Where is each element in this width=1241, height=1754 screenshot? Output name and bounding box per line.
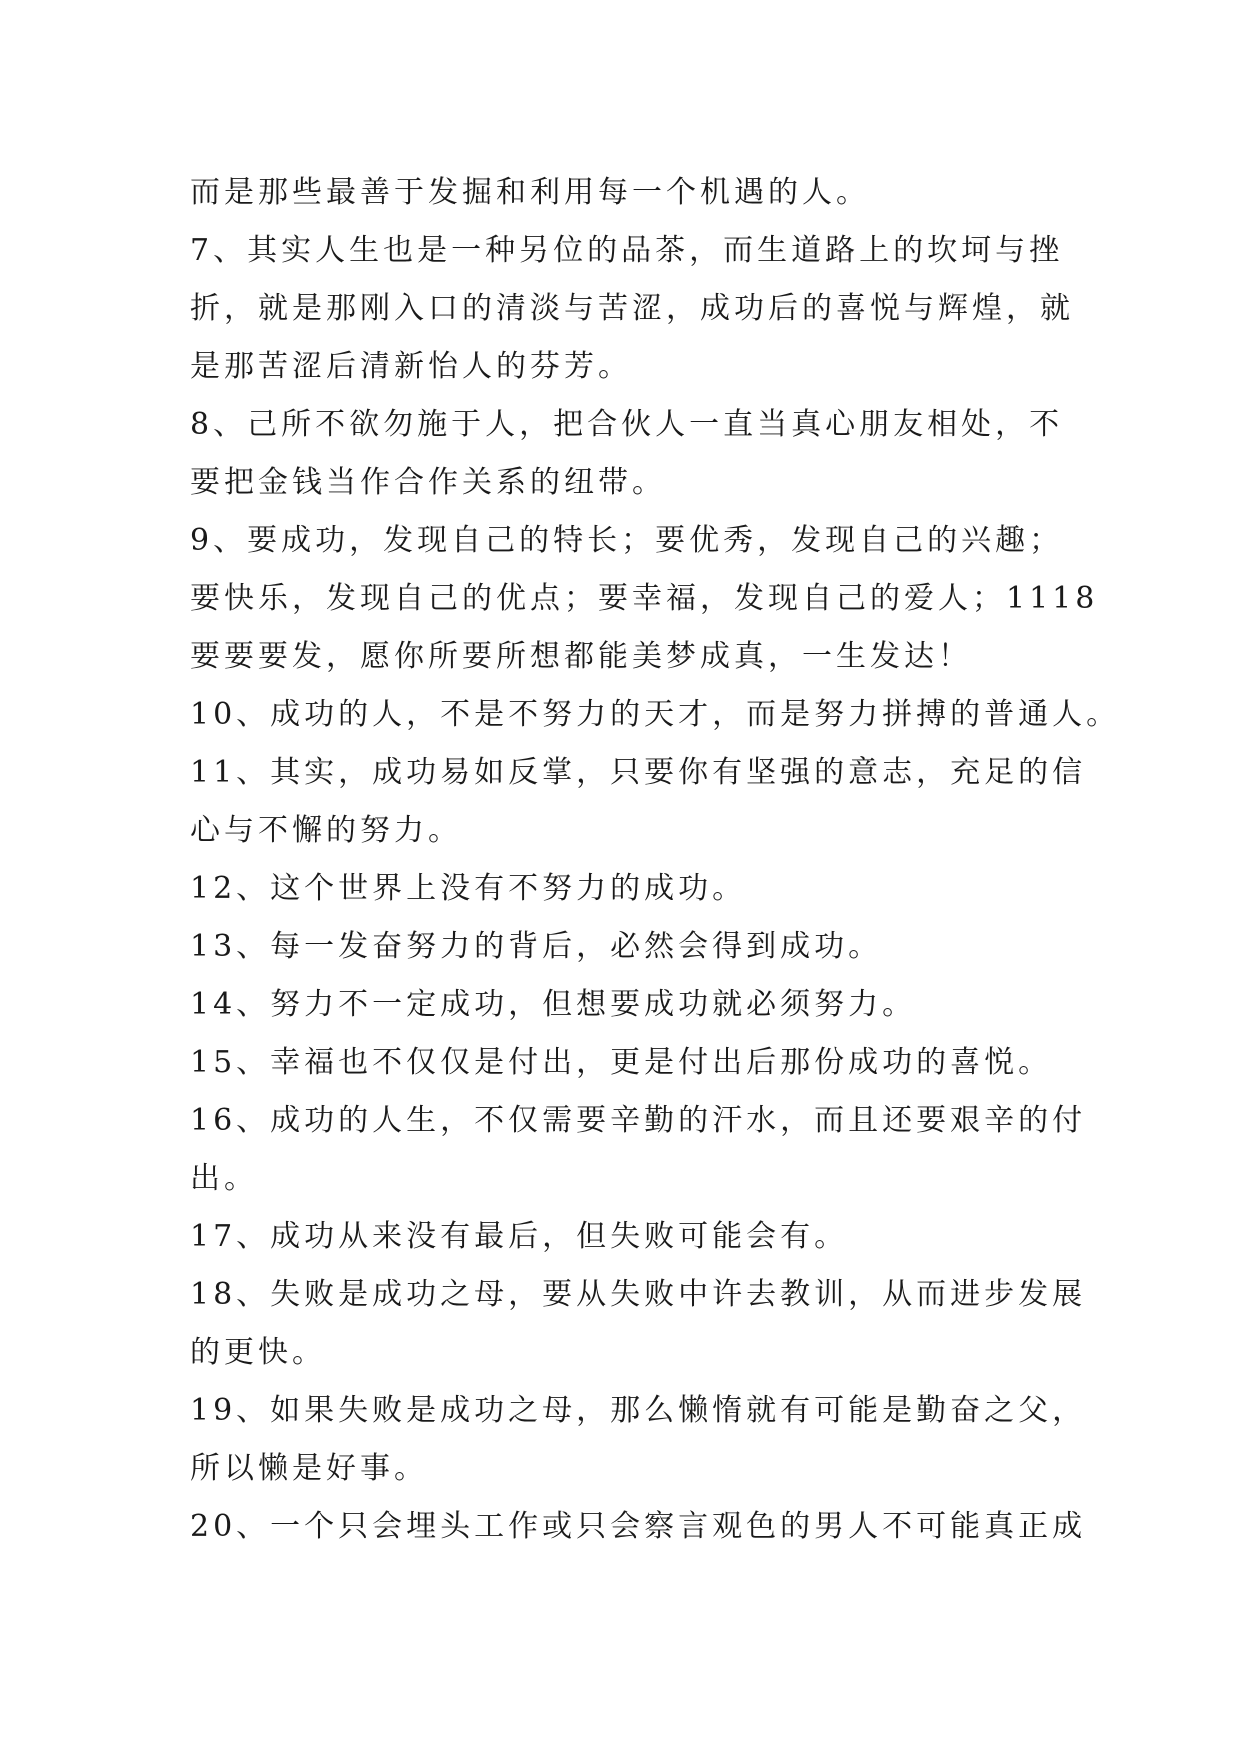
text-line: 18、失败是成功之母，要从失败中许去教训，从而进步发展 — [190, 1277, 1087, 1312]
text-line: 19、如果失败是成功之母，那么懒惰就有可能是勤奋之父， — [190, 1393, 1087, 1428]
text-line: 7、其实人生也是一种另位的品茶，而生道路上的坎坷与挫 — [190, 233, 1064, 268]
text-line: 14、努力不一定成功，但想要成功就必须努力。 — [190, 987, 917, 1022]
text-line: 所以懒是好事。 — [190, 1451, 428, 1486]
document-body — [190, 164, 1121, 1556]
text-line: 而是那些最善于发掘和利用每一个机遇的人。 — [190, 175, 870, 210]
text-line: 是那苦涩后清新怡人的芬芳。 — [190, 349, 632, 384]
text-line: 折，就是那刚入口的清淡与苦涩，成功后的喜悦与辉煌，就 — [190, 291, 1074, 326]
text-line: 11、其实，成功易如反掌，只要你有坚强的意志，充足的信 — [190, 755, 1087, 790]
text-line: 13、每一发奋努力的背后，必然会得到成功。 — [190, 929, 883, 964]
text-line: 17、成功从来没有最后，但失败可能会有。 — [190, 1219, 849, 1254]
text-line: 16、成功的人生，不仅需要辛勤的汗水，而且还要艰辛的付 — [190, 1103, 1087, 1138]
text-line: 10、成功的人，不是不努力的天才，而是努力拼搏的普通人。 — [190, 697, 1121, 732]
text-line: 出。 — [190, 1161, 258, 1196]
text-line: 要把金钱当作合作关系的纽带。 — [190, 465, 666, 500]
text-line: 15、幸福也不仅仅是付出，更是付出后那份成功的喜悦。 — [190, 1045, 1053, 1080]
text-line: 要快乐，发现自己的优点；要幸福，发现自己的爱人；1118 — [190, 581, 1099, 616]
text-line: 12、这个世界上没有不努力的成功。 — [190, 871, 747, 906]
text-line: 20、一个只会埋头工作或只会察言观色的男人不可能真正成 — [190, 1509, 1087, 1544]
text-line: 8、己所不欲勿施于人，把合伙人一直当真心朋友相处，不 — [190, 407, 1064, 442]
text-line: 9、要成功，发现自己的特长；要优秀，发现自己的兴趣； — [190, 523, 1064, 558]
text-line: 心与不懈的努力。 — [190, 813, 462, 848]
text-line: 的更快。 — [190, 1335, 326, 1370]
text-line: 要要要发，愿你所要所想都能美梦成真，一生发达！ — [190, 639, 972, 674]
